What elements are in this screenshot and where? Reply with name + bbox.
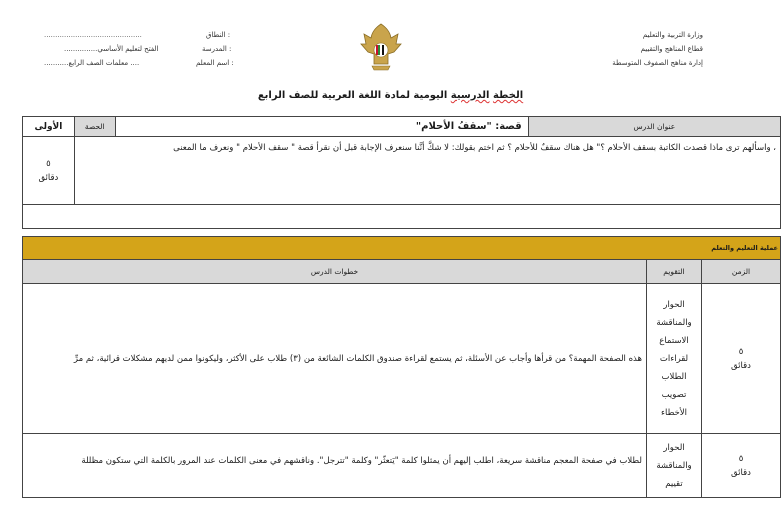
teacher-label: اسم المعلم : <box>196 59 234 67</box>
steps-header: خطوات الدرس <box>23 260 647 284</box>
region-label: النطاق : <box>206 31 231 39</box>
sector-name: قطاع المناهج والتقييم <box>640 45 703 53</box>
department-name: إدارة مناهج الصفوف المتوسطة <box>612 59 703 67</box>
region-value: ............................................ <box>44 31 142 39</box>
page-title: الخطة الدرسية اليومية لمادة اللغة العربية للصف الرابع <box>257 90 524 101</box>
section-header: عملية التعليم والتعلم <box>23 237 781 260</box>
school-label: المدرسة : <box>202 45 232 53</box>
time-header: الزمن <box>702 260 781 284</box>
lesson-title-value: قصة: "سقفُ الأحلام" <box>115 117 528 137</box>
blank-row <box>23 205 781 229</box>
learning-process-table <box>22 236 781 498</box>
eval-header: التقويم <box>647 260 702 284</box>
row2-time: ٥ دقائق <box>702 434 781 498</box>
teacher-value: ...........معلمات الصف الرابع .... <box>44 59 140 67</box>
lesson-title-label: عنوان الدرس <box>528 117 780 137</box>
intro-text: ، واسألهم ترى ماذا قصدت الكاتبة بسقف الأحلام ؟" هل هناك سقفٌ للأحلام ؟ ثم اختم بقولك: لا شكَّ أنَّنا سنعرف الإجابة قبل أن نقرأ قصة " سقف الأحلام " ونعرف ما المعنى <box>74 137 780 205</box>
school-value: ...............الفتح لتعليم الأساسي <box>64 45 159 53</box>
row2-eval: الحوار والمناقشة تقييم <box>647 434 702 498</box>
ministry-name: وزارة التربية والتعليم <box>642 31 703 39</box>
row2-steps: لطلاب في صفحة المعجم مناقشة سريعة، اطلب إليهم أن يمثلوا كلمة "يَتعثّر" وكلمة "تترجل". وناقشهم في معنى الكلمات عند المرور بالكلمة التي ستكون مظللة <box>23 434 647 498</box>
row1-steps: هذه الصفحة المهمة؟ من قرأها وأجاب عن الأسئلة، ثم يستمع لقراءة صندوق الكلمات الشائعة من (٣) طلاب على الأكثر، وليكونوا ممن لديهم مشكلات قرائية، ثم مرِّ <box>23 284 647 434</box>
row1-eval: الحوار والمناقشة الاستماع لقراءات الطلاب تصويب الأخطاء <box>647 284 702 434</box>
uae-emblem-icon <box>358 20 404 72</box>
period-value: الأولى <box>23 117 75 137</box>
row1-time: ٥ دقائق <box>702 284 781 434</box>
lesson-info-table <box>22 116 781 229</box>
period-label: الحصة <box>74 117 115 137</box>
intro-time: ٥ دقائق <box>23 137 75 205</box>
